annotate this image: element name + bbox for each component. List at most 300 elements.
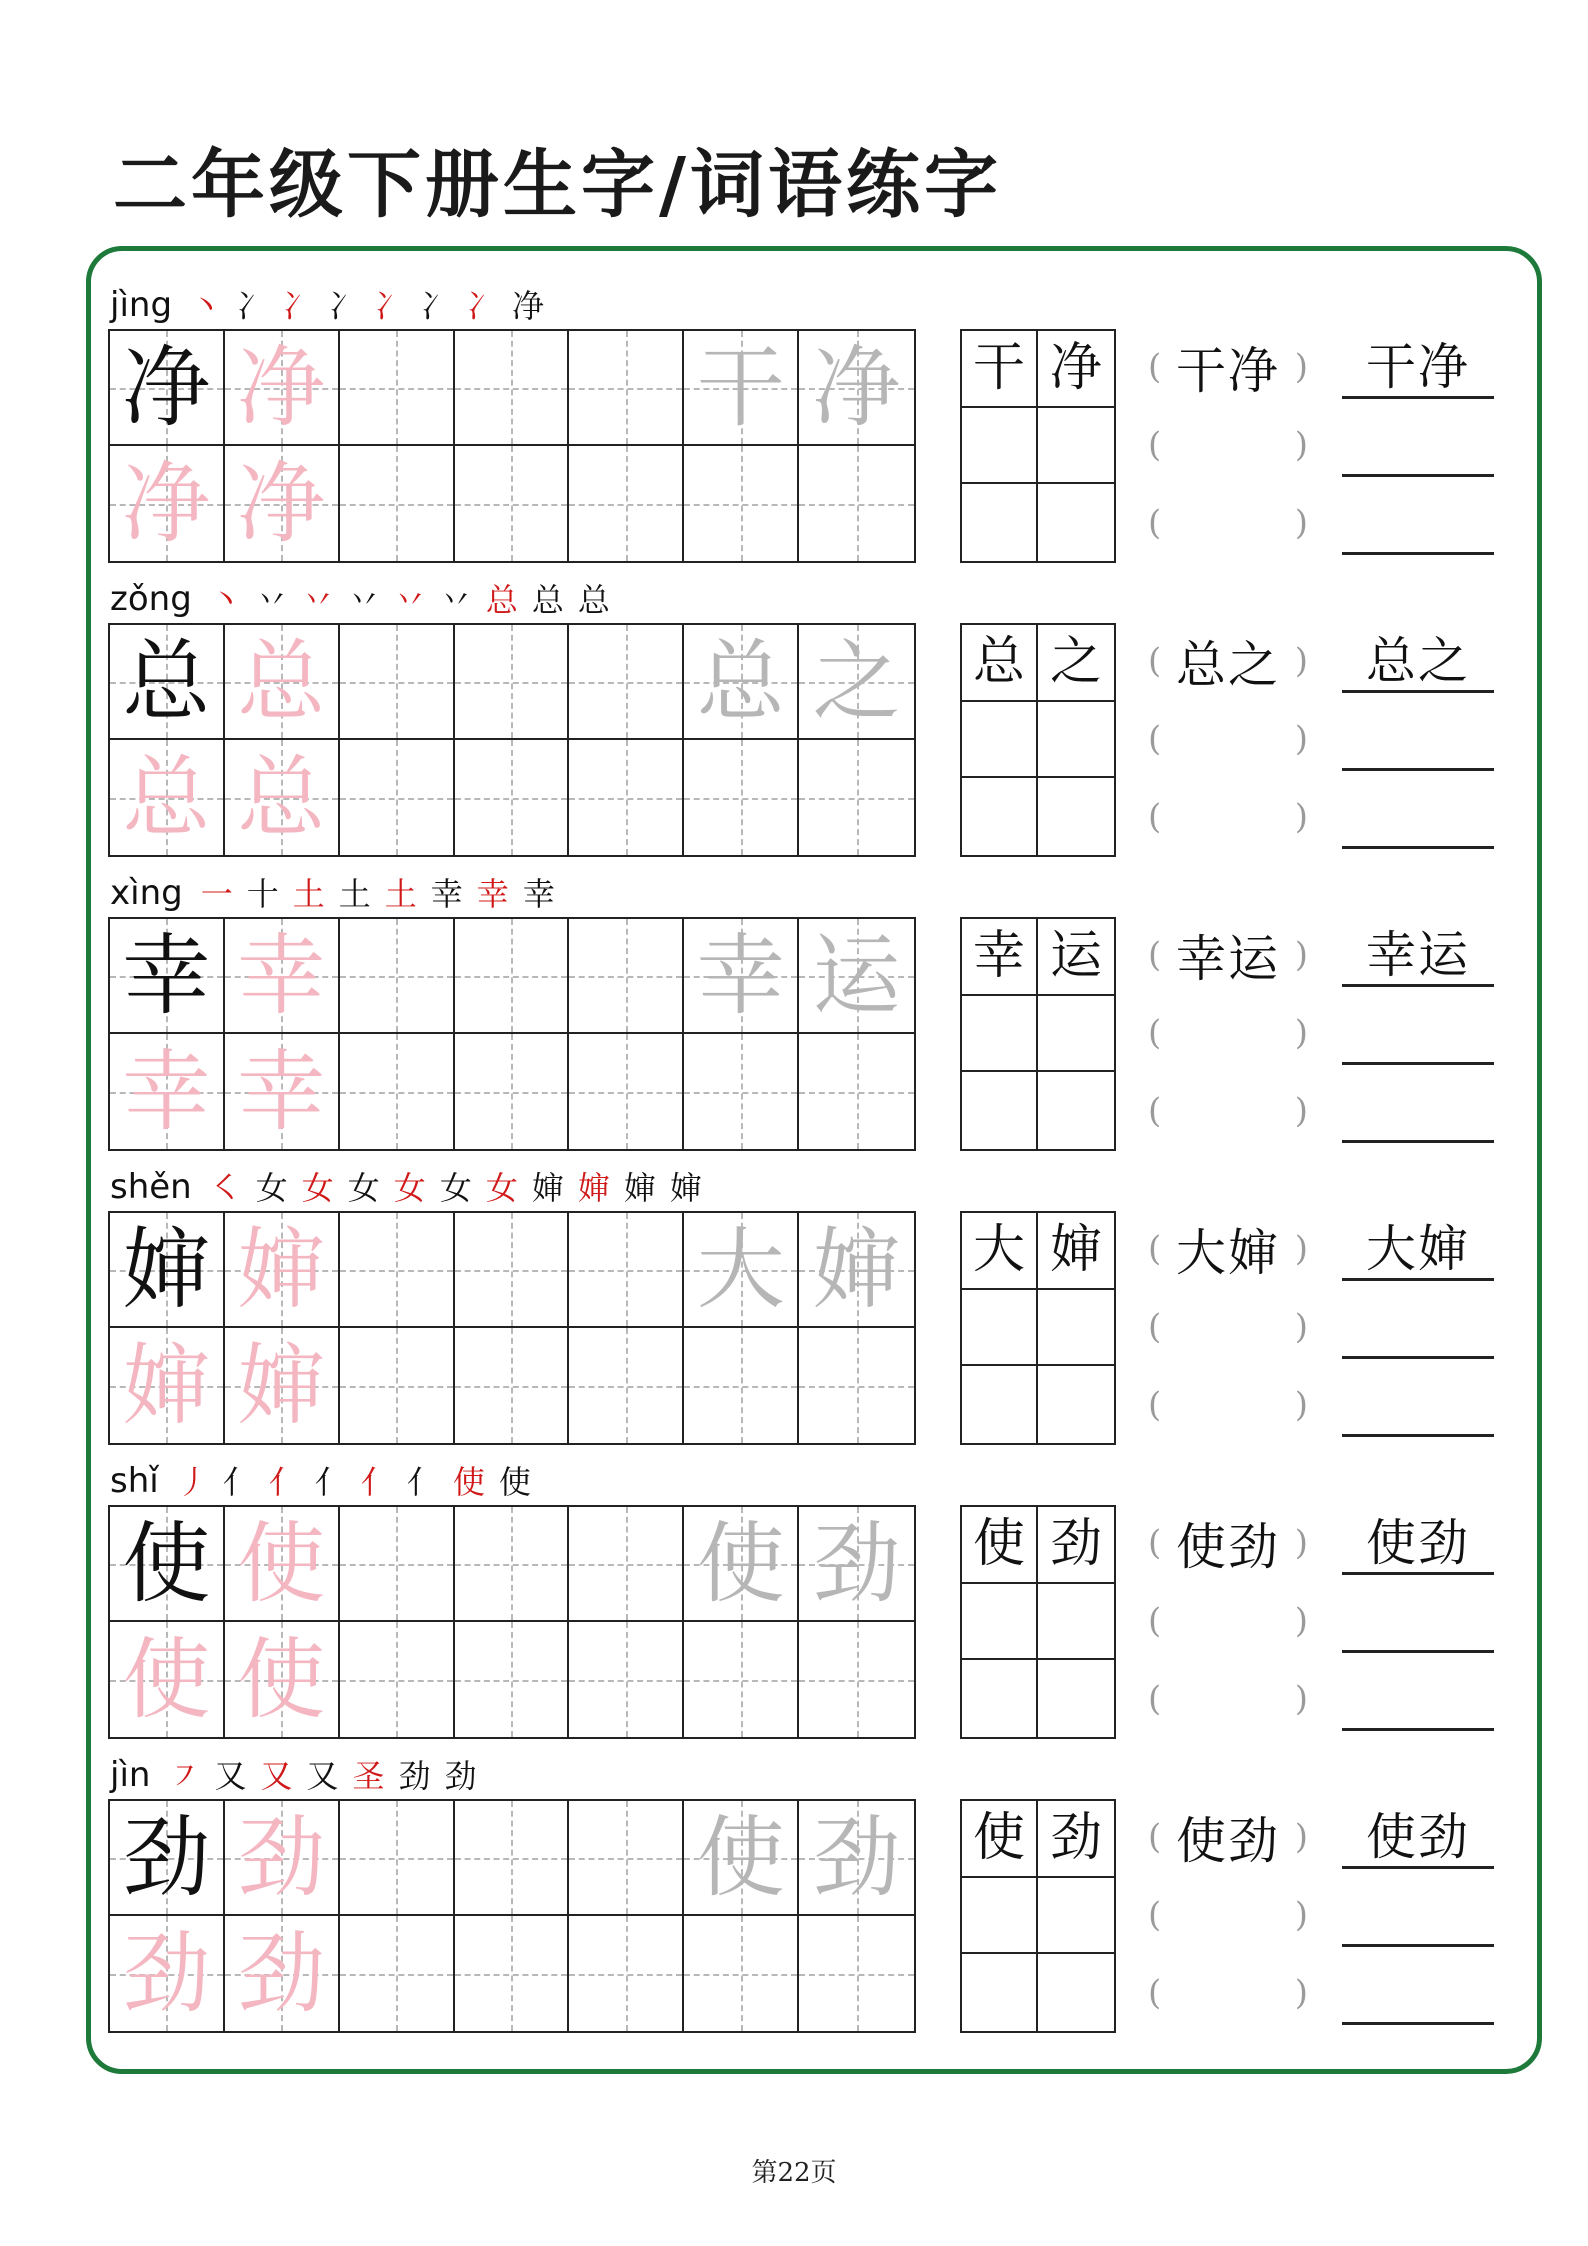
writing-cell[interactable] (340, 740, 455, 855)
writing-cell[interactable] (799, 1507, 914, 1622)
paren-word: 使劲 (1176, 1518, 1280, 1576)
word-box-cell[interactable] (1038, 702, 1114, 779)
writing-cell[interactable] (340, 1801, 455, 1916)
parenthesis-slot[interactable] (1148, 1297, 1308, 1357)
underline-slot[interactable]: 使劲 (1342, 1505, 1494, 1575)
writing-cell[interactable] (455, 1916, 570, 2031)
writing-cell[interactable] (225, 1328, 340, 1443)
close-paren: ) (1294, 935, 1308, 975)
trace-character: 总 (122, 745, 211, 849)
practice-row (0, 1459, 1588, 1749)
stroke-step: 劲 (398, 1756, 431, 1795)
writing-cell[interactable] (340, 1328, 455, 1443)
close-paren: ) (1294, 425, 1308, 465)
stroke-step: 婶 (623, 1168, 656, 1207)
close-paren: ) (1294, 1229, 1308, 1269)
close-paren: ) (1294, 1679, 1308, 1719)
underline-column (1342, 329, 1494, 563)
writing-cell[interactable] (110, 1916, 225, 2031)
stroke-step: 丷 (439, 580, 472, 619)
writing-cell[interactable] (225, 1213, 340, 1328)
writing-cell[interactable] (799, 446, 914, 561)
writing-cell[interactable] (110, 919, 225, 1034)
parenthesis-slot[interactable] (1148, 337, 1308, 400)
writing-cell[interactable] (799, 331, 914, 446)
trace-character: 总 (237, 745, 326, 849)
model-character: 幸 (122, 923, 211, 1027)
writing-cell[interactable] (455, 1328, 570, 1443)
stroke-step: 总 (531, 580, 564, 619)
stroke-step: 总 (485, 580, 518, 619)
stroke-step: 又 (260, 1756, 293, 1795)
stroke-step: 幸 (522, 874, 555, 913)
close-paren: ) (1294, 1601, 1308, 1641)
word-box-cell[interactable]: 劲 (1038, 1801, 1114, 1878)
writing-cell[interactable] (684, 1916, 799, 2031)
page-title: 二年级下册生字/词语练字 (113, 142, 1003, 228)
stroke-step: 一 (200, 874, 233, 913)
trace-character: 劲 (122, 1921, 211, 2025)
paren-word: 总之 (1176, 636, 1280, 694)
stroke-step: 亻 (268, 1462, 301, 1501)
writing-cell[interactable] (569, 740, 684, 855)
writing-cell[interactable] (455, 446, 570, 561)
writing-cell[interactable] (684, 1507, 799, 1622)
parenthesis-slot[interactable] (1148, 493, 1308, 553)
word-box-cell[interactable] (962, 1290, 1038, 1367)
writing-cell[interactable] (569, 1916, 684, 2031)
stroke-step: 丷 (347, 580, 380, 619)
word-box-cell[interactable]: 幸 (962, 919, 1038, 996)
parenthesis-slot[interactable] (1148, 415, 1308, 475)
word-box-cell[interactable] (1038, 778, 1114, 855)
word-box-cell[interactable]: 净 (1038, 331, 1114, 408)
model-character: 使 (122, 1511, 211, 1615)
practice-row (0, 1165, 1588, 1455)
trace-word-character: 幸 (696, 923, 785, 1027)
underline-slot[interactable] (1342, 485, 1494, 555)
parenthesis-slot[interactable] (1148, 1669, 1308, 1729)
parenthesis-slot[interactable] (1148, 1591, 1308, 1651)
trace-word-character: 大 (696, 1217, 785, 1321)
word-box-cell[interactable]: 总 (962, 625, 1038, 702)
writing-cell[interactable] (225, 625, 340, 740)
writing-cell[interactable] (225, 1916, 340, 2031)
word-box-cell[interactable] (962, 1584, 1038, 1661)
parenthesis-column (1148, 329, 1308, 563)
writing-cell[interactable] (225, 740, 340, 855)
pinyin-label: xìng (110, 873, 183, 913)
writing-cell[interactable] (110, 1034, 225, 1149)
writing-cell[interactable] (110, 446, 225, 561)
writing-cell[interactable] (455, 625, 570, 740)
trace-character: 劲 (237, 1805, 326, 1909)
parenthesis-column (1148, 1799, 1308, 2033)
stroke-step: 女 (393, 1168, 426, 1207)
stroke-order-line (110, 1165, 716, 1209)
parenthesis-slot[interactable] (1148, 1003, 1308, 1063)
underline-slot[interactable] (1342, 1955, 1494, 2025)
close-paren: ) (1294, 347, 1308, 387)
stroke-step: 十 (246, 874, 279, 913)
paren-word: 大婶 (1176, 1224, 1280, 1282)
word-box-cell[interactable] (962, 408, 1038, 485)
trace-word-character: 之 (812, 629, 901, 733)
writing-cell[interactable] (684, 1622, 799, 1737)
tianzige-grid (108, 623, 916, 857)
stroke-step: 总 (577, 580, 610, 619)
parenthesis-slot[interactable] (1148, 1807, 1308, 1870)
writing-cell[interactable] (569, 1801, 684, 1916)
word-box-cell[interactable]: 婶 (1038, 1213, 1114, 1290)
word-box-cell[interactable] (962, 778, 1038, 855)
word-box-cell[interactable] (962, 1878, 1038, 1955)
paren-word: 幸运 (1176, 930, 1280, 988)
writing-cell[interactable] (110, 625, 225, 740)
stroke-step: ㇇ (168, 1756, 201, 1795)
writing-cell[interactable] (110, 1622, 225, 1737)
writing-cell[interactable] (684, 331, 799, 446)
word-box (960, 917, 1116, 1151)
word-box-cell[interactable] (1038, 1878, 1114, 1955)
close-paren: ) (1294, 719, 1308, 759)
writing-cell[interactable] (569, 446, 684, 561)
word-box-cell[interactable] (1038, 1954, 1114, 2031)
stroke-step: 冫 (466, 286, 499, 325)
close-paren: ) (1294, 1013, 1308, 1053)
word-box-cell[interactable] (962, 1366, 1038, 1443)
trace-word-character: 劲 (812, 1805, 901, 1909)
practice-row (0, 577, 1588, 867)
pinyin-label: shěn (110, 1167, 192, 1207)
writing-cell[interactable] (684, 446, 799, 561)
writing-cell[interactable] (225, 446, 340, 561)
stroke-step: 女 (255, 1168, 288, 1207)
word-box-cell[interactable] (962, 1954, 1038, 2031)
stroke-step: 冫 (236, 286, 269, 325)
writing-cell[interactable] (455, 331, 570, 446)
stroke-step: 女 (485, 1168, 518, 1207)
writing-cell[interactable] (455, 1507, 570, 1622)
word-box (960, 1211, 1116, 1445)
writing-cell[interactable] (225, 1507, 340, 1622)
close-paren: ) (1294, 797, 1308, 837)
open-paren: ( (1148, 1013, 1162, 1053)
underline-slot[interactable]: 干净 (1342, 329, 1494, 399)
stroke-step: 幸 (430, 874, 463, 913)
word-box-cell[interactable]: 运 (1038, 919, 1114, 996)
open-paren: ( (1148, 1307, 1162, 1347)
stroke-step: 亻 (406, 1462, 439, 1501)
open-paren: ( (1148, 425, 1162, 465)
parenthesis-slot[interactable] (1148, 1375, 1308, 1435)
tianzige-grid (108, 917, 916, 1151)
writing-cell[interactable] (225, 919, 340, 1034)
parenthesis-slot[interactable] (1148, 631, 1308, 694)
word-box-cell[interactable] (962, 1072, 1038, 1149)
underline-slot[interactable] (1342, 1583, 1494, 1653)
word-box-cell[interactable]: 劲 (1038, 1507, 1114, 1584)
writing-cell[interactable] (455, 740, 570, 855)
stroke-step: 丷 (255, 580, 288, 619)
practice-row (0, 871, 1588, 1161)
writing-cell[interactable] (110, 1213, 225, 1328)
parenthesis-slot[interactable] (1148, 787, 1308, 847)
writing-cell[interactable] (110, 740, 225, 855)
word-box-cell[interactable] (1038, 1660, 1114, 1737)
writing-cell[interactable] (799, 919, 914, 1034)
writing-cell[interactable] (569, 1507, 684, 1622)
writing-cell[interactable] (799, 1622, 914, 1737)
underline-slot[interactable] (1342, 701, 1494, 771)
open-paren: ( (1148, 1229, 1162, 1269)
trace-character: 净 (122, 451, 211, 555)
word-box-cell[interactable] (1038, 1584, 1114, 1661)
word-box-cell[interactable] (1038, 1072, 1114, 1149)
stroke-order-line (110, 1753, 491, 1797)
writing-cell[interactable] (569, 331, 684, 446)
writing-cell[interactable] (225, 1801, 340, 1916)
writing-cell[interactable] (340, 331, 455, 446)
open-paren: ( (1148, 1601, 1162, 1641)
close-paren: ) (1294, 1307, 1308, 1347)
trace-word-character: 总 (696, 629, 785, 733)
trace-word-character: 劲 (812, 1511, 901, 1615)
writing-cell[interactable] (110, 1801, 225, 1916)
stroke-step: 丶 (209, 580, 242, 619)
writing-cell[interactable] (225, 331, 340, 446)
underline-slot[interactable]: 总之 (1342, 623, 1494, 693)
trace-character: 幸 (122, 1039, 211, 1143)
stroke-step: 亻 (222, 1462, 255, 1501)
word-box-cell[interactable] (962, 484, 1038, 561)
word-box (960, 623, 1116, 857)
underline-column (1342, 1505, 1494, 1739)
word-box-cell[interactable]: 干 (962, 331, 1038, 408)
tianzige-grid (108, 1799, 916, 2033)
word-box (960, 1799, 1116, 2033)
stroke-step: 圣 (352, 1756, 385, 1795)
tianzige-grid (108, 1505, 916, 1739)
parenthesis-slot[interactable] (1148, 1513, 1308, 1576)
writing-cell[interactable] (684, 625, 799, 740)
trace-word-character: 使 (696, 1805, 785, 1909)
writing-cell[interactable] (455, 1801, 570, 1916)
tianzige-grid (108, 329, 916, 563)
writing-cell[interactable] (340, 1034, 455, 1149)
underline-slot[interactable] (1342, 779, 1494, 849)
stroke-step: 冫 (328, 286, 361, 325)
underline-slot[interactable] (1342, 1367, 1494, 1437)
open-paren: ( (1148, 935, 1162, 975)
underline-slot[interactable] (1342, 1289, 1494, 1359)
stroke-step: 女 (301, 1168, 334, 1207)
writing-cell[interactable] (110, 331, 225, 446)
writing-cell[interactable] (569, 919, 684, 1034)
writing-cell[interactable] (799, 740, 914, 855)
parenthesis-column (1148, 1505, 1308, 1739)
stroke-step: 劲 (444, 1756, 477, 1795)
open-paren: ( (1148, 797, 1162, 837)
model-character: 劲 (122, 1805, 211, 1909)
stroke-step: 丿 (176, 1462, 209, 1501)
word-box-cell[interactable] (1038, 484, 1114, 561)
writing-cell[interactable] (684, 1328, 799, 1443)
writing-cell[interactable] (225, 1622, 340, 1737)
word-box-cell[interactable] (1038, 1366, 1114, 1443)
model-character: 净 (122, 335, 211, 439)
writing-cell[interactable] (340, 1213, 455, 1328)
stroke-step: 丶 (190, 286, 223, 325)
trace-character: 使 (237, 1627, 326, 1731)
open-paren: ( (1148, 503, 1162, 543)
writing-cell[interactable] (110, 1507, 225, 1622)
word-box-cell[interactable] (1038, 996, 1114, 1073)
trace-character: 劲 (237, 1921, 326, 2025)
writing-cell[interactable] (455, 1034, 570, 1149)
practice-row (0, 1753, 1588, 2043)
parenthesis-slot[interactable] (1148, 709, 1308, 769)
word-box (960, 1505, 1116, 1739)
underline-slot[interactable]: 使劲 (1342, 1799, 1494, 1869)
stroke-step: 亻 (360, 1462, 393, 1501)
word-box-cell[interactable]: 使 (962, 1507, 1038, 1584)
stroke-step: 又 (306, 1756, 339, 1795)
close-paren: ) (1294, 1895, 1308, 1935)
stroke-step: 女 (347, 1168, 380, 1207)
stroke-step: 丷 (301, 580, 334, 619)
word-box-cell[interactable] (1038, 408, 1114, 485)
underline-column (1342, 917, 1494, 1151)
stroke-step: 土 (338, 874, 371, 913)
word-box-cell[interactable] (962, 702, 1038, 779)
stroke-step: 丷 (393, 580, 426, 619)
writing-cell[interactable] (799, 1801, 914, 1916)
paren-word: 干净 (1176, 342, 1280, 400)
pinyin-label: jìn (110, 1755, 151, 1795)
writing-cell[interactable] (684, 1801, 799, 1916)
writing-cell[interactable] (799, 1034, 914, 1149)
trace-word-character: 婶 (812, 1217, 901, 1321)
writing-cell[interactable] (684, 1034, 799, 1149)
open-paren: ( (1148, 1679, 1162, 1719)
writing-cell[interactable] (455, 1622, 570, 1737)
writing-cell[interactable] (340, 1507, 455, 1622)
word-box-cell[interactable] (1038, 1290, 1114, 1367)
parenthesis-slot[interactable] (1148, 925, 1308, 988)
close-paren: ) (1294, 1091, 1308, 1131)
parenthesis-slot[interactable] (1148, 1219, 1308, 1282)
stroke-step: 婶 (531, 1168, 564, 1207)
writing-cell[interactable] (225, 1034, 340, 1149)
trace-character: 婶 (237, 1333, 326, 1437)
writing-cell[interactable] (569, 1622, 684, 1737)
underline-slot[interactable] (1342, 1073, 1494, 1143)
underline-slot[interactable] (1342, 407, 1494, 477)
paren-word: 使劲 (1176, 1812, 1280, 1870)
writing-cell[interactable] (569, 1328, 684, 1443)
pinyin-label: zǒng (110, 579, 192, 619)
stroke-step: 幸 (476, 874, 509, 913)
trace-character: 幸 (237, 1039, 326, 1143)
parenthesis-column (1148, 623, 1308, 857)
writing-cell[interactable] (799, 1916, 914, 2031)
trace-character: 幸 (237, 923, 326, 1027)
writing-cell[interactable] (340, 625, 455, 740)
trace-word-character: 净 (812, 335, 901, 439)
writing-cell[interactable] (799, 1213, 914, 1328)
underline-column (1342, 1799, 1494, 2033)
writing-cell[interactable] (455, 1213, 570, 1328)
parenthesis-slot[interactable] (1148, 1081, 1308, 1141)
stroke-step: 使 (452, 1462, 485, 1501)
underline-slot[interactable] (1342, 1661, 1494, 1731)
word-box-cell[interactable]: 之 (1038, 625, 1114, 702)
close-paren: ) (1294, 1385, 1308, 1425)
trace-character: 总 (237, 629, 326, 733)
writing-cell[interactable] (799, 1328, 914, 1443)
writing-cell[interactable] (340, 446, 455, 561)
writing-cell[interactable] (340, 1916, 455, 2031)
writing-cell[interactable] (799, 625, 914, 740)
writing-cell[interactable] (340, 1622, 455, 1737)
stroke-order-line (110, 1459, 545, 1503)
close-paren: ) (1294, 503, 1308, 543)
word-box-cell[interactable] (962, 1660, 1038, 1737)
close-paren: ) (1294, 1817, 1308, 1857)
writing-cell[interactable] (569, 1213, 684, 1328)
page-number: 第22页 (751, 2158, 837, 2188)
open-paren: ( (1148, 1091, 1162, 1131)
writing-cell[interactable] (110, 1328, 225, 1443)
writing-cell[interactable] (340, 919, 455, 1034)
stroke-step: ㇛ (209, 1168, 242, 1207)
underline-slot[interactable]: 大婶 (1342, 1211, 1494, 1281)
stroke-step: 又 (214, 1756, 247, 1795)
parenthesis-slot[interactable] (1148, 1885, 1308, 1945)
parenthesis-slot[interactable] (1148, 1963, 1308, 2023)
open-paren: ( (1148, 1385, 1162, 1425)
underline-slot[interactable] (1342, 995, 1494, 1065)
underline-slot[interactable] (1342, 1877, 1494, 1947)
writing-cell[interactable] (569, 1034, 684, 1149)
stroke-step: 女 (439, 1168, 472, 1207)
open-paren: ( (1148, 1973, 1162, 2013)
stroke-step: 净 (512, 286, 545, 325)
word-box-cell[interactable]: 大 (962, 1213, 1038, 1290)
stroke-order-line (110, 283, 558, 327)
model-character: 总 (122, 629, 211, 733)
trace-character: 婶 (237, 1217, 326, 1321)
writing-cell[interactable] (684, 1213, 799, 1328)
stroke-step: 冫 (420, 286, 453, 325)
stroke-step: 婶 (577, 1168, 610, 1207)
writing-cell[interactable] (684, 740, 799, 855)
stroke-step: 土 (384, 874, 417, 913)
writing-cell[interactable] (684, 919, 799, 1034)
writing-cell[interactable] (455, 919, 570, 1034)
stroke-step: 使 (498, 1462, 531, 1501)
writing-cell[interactable] (569, 625, 684, 740)
word-box-cell[interactable] (962, 996, 1038, 1073)
stroke-step: 冫 (374, 286, 407, 325)
word-box-cell[interactable]: 使 (962, 1801, 1038, 1878)
open-paren: ( (1148, 347, 1162, 387)
trace-word-character: 使 (696, 1511, 785, 1615)
model-character: 婶 (122, 1217, 211, 1321)
underline-slot[interactable]: 幸运 (1342, 917, 1494, 987)
open-paren: ( (1148, 1817, 1162, 1857)
